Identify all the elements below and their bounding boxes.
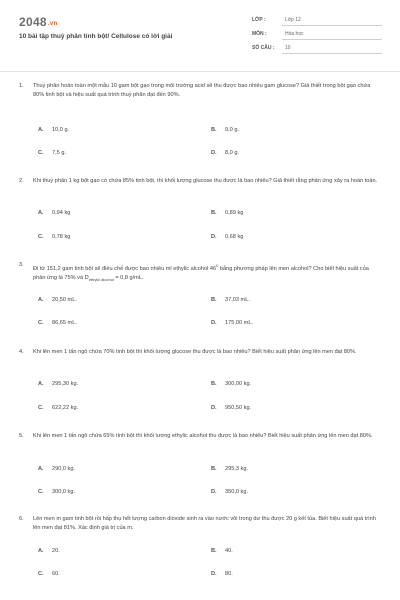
option-label: B.: [211, 297, 217, 303]
option-label: B.: [211, 548, 217, 554]
option-4a[interactable]: [38, 381, 78, 387]
option-value: 20.: [52, 548, 60, 554]
question-3: [19, 261, 381, 284]
option-5d[interactable]: [211, 489, 248, 495]
option-label: D.: [211, 320, 217, 326]
question-number: 4.: [19, 349, 24, 355]
option-label: B.: [211, 466, 217, 472]
option-label: C.: [38, 405, 44, 411]
option-6a[interactable]: [38, 548, 60, 554]
question-text-part: = 0,8 g/mL.: [113, 275, 144, 282]
logo-suffix: .vn: [47, 21, 58, 27]
option-4c[interactable]: [38, 405, 78, 411]
option-6b[interactable]: [211, 548, 233, 554]
option-label: D.: [211, 405, 217, 411]
option-label: A.: [38, 297, 44, 303]
question-number: 3.: [19, 262, 24, 268]
option-3a[interactable]: [38, 297, 77, 303]
question-1: [19, 82, 381, 100]
question-number: 2.: [19, 178, 24, 184]
option-label: B.: [211, 210, 217, 216]
question-6: [19, 515, 381, 533]
option-label: C.: [38, 234, 44, 240]
site-logo[interactable]: [19, 15, 57, 29]
meta-subject-label: MÔN :: [252, 31, 267, 37]
option-6c[interactable]: [38, 571, 60, 577]
option-value: 0,89 kg: [225, 210, 244, 216]
option-4d[interactable]: [211, 405, 251, 411]
meta-class-value: Lớp 12: [285, 17, 301, 23]
option-value: 295,30 kg.: [52, 381, 79, 387]
question-4: [19, 348, 381, 357]
question-text: Khi thuỷ phân 1 kg bột gạo có chứa 85% tinh bột, thì khối lượng glucose thu được là bao nhiêu? Giả thiết rằng phản ứng xảy ra hoàn toàn.: [33, 178, 378, 184]
option-2b[interactable]: [211, 210, 243, 216]
option-2c[interactable]: [38, 234, 70, 240]
question-text: [33, 261, 381, 284]
question-2: [19, 177, 381, 186]
option-2d[interactable]: [211, 234, 243, 240]
option-label: A.: [38, 381, 44, 387]
density-subscript: ethylic alcohol: [88, 277, 114, 283]
option-value: 290,0 kg.: [52, 466, 76, 472]
option-value: 0,68 kg: [225, 234, 244, 240]
question-text: Khi lên men 1 tấn ngô chứa 70% tinh bột thì khối lượng glucose thu được là bao nhiêu? Biết hiệu suất phản ứng lên men đạt 80%.: [33, 349, 357, 355]
option-value: 9,0 g.: [225, 127, 239, 133]
header-rule: [0, 71, 400, 72]
option-label: B.: [211, 127, 217, 133]
document-header: [0, 0, 400, 60]
option-value: 20,50 mL.: [52, 297, 77, 303]
option-value: 86,65 mL.: [52, 320, 77, 326]
question-number: 5.: [19, 433, 24, 439]
option-1a[interactable]: [38, 127, 69, 133]
option-value: 300,0 kg.: [52, 489, 76, 495]
meta-class-label: LỚP :: [252, 17, 266, 23]
option-value: 950,50 kg.: [225, 405, 252, 411]
question-text: Khi lên men 1 tấn ngô chứa 65% tinh bột thì khối lượng ethylic alcohol thu được là bao nhiêu? Biết hiệu suất phản ứng lên men đạt 80%.: [33, 433, 373, 439]
question-number: 1.: [19, 83, 24, 89]
option-1d[interactable]: [211, 150, 239, 156]
option-label: C.: [38, 320, 44, 326]
option-value: 295,3 kg.: [225, 466, 249, 472]
option-value: 350,0 kg.: [225, 489, 249, 495]
option-label: C.: [38, 571, 44, 577]
meta-subject-value: Hóa học: [285, 31, 304, 37]
option-value: 80.: [225, 571, 233, 577]
option-value: 300,00 kg.: [225, 381, 252, 387]
meta-divider: [282, 39, 382, 40]
meta-divider: [282, 25, 382, 26]
document-title: 10 bài tập thuỷ phân tinh bột/ Cellulose có lời giải: [19, 33, 173, 40]
option-3c[interactable]: [38, 320, 77, 326]
option-1b[interactable]: [211, 127, 239, 133]
option-label: A.: [38, 127, 44, 133]
option-3b[interactable]: [211, 297, 250, 303]
option-value: 0,78 kg: [52, 234, 71, 240]
option-4b[interactable]: [211, 381, 251, 387]
option-1c[interactable]: [38, 150, 66, 156]
option-value: 40.: [225, 548, 233, 554]
option-label: D.: [211, 489, 217, 495]
option-5b[interactable]: [211, 466, 248, 472]
option-value: 622,22 kg.: [52, 405, 79, 411]
option-value: 10,0 g.: [52, 127, 70, 133]
question-text-part: Đi từ 151,2 gam tinh bột sẽ điều chế được bao nhiêu ml ethylic alcohol 46: [33, 265, 217, 272]
option-label: D.: [211, 150, 217, 156]
meta-divider: [282, 53, 382, 54]
option-value: 60.: [52, 571, 60, 577]
option-label: B.: [211, 381, 217, 387]
meta-count-label: SỐ CÂU :: [252, 45, 275, 51]
logo-text: 2048: [19, 15, 47, 29]
option-5c[interactable]: [38, 489, 75, 495]
option-label: A.: [38, 466, 44, 472]
option-3d[interactable]: [211, 320, 253, 326]
question-text: Thuỷ phân hoàn toàn một mẫu 10 gam bột gạo trong môi trường acid sẽ thu được bao nhiêu gam glucose? Giả thiết trong bột gạo chứa 80% tinh bột và hiệu suất quá trình thuỷ phân đạt đến 90%.: [33, 83, 371, 99]
question-text-part: bằng phương pháp lên men alcohol? Cho biết hiệu suất của phản ứng là 75% và D: [33, 265, 369, 282]
option-6d[interactable]: [211, 571, 233, 577]
option-label: A.: [38, 548, 44, 554]
option-label: C.: [38, 489, 44, 495]
question-text: Lên men m gam tinh bột rồi hấp thụ hết lượng carbon dioxide sinh ra vào nước vôi trong dư thu được 20 g kết tủa. Biết hiệu suất quá trình lên men đạt 81%. Xác định giá trị của m.: [33, 516, 376, 532]
question-number: 6.: [19, 516, 24, 522]
meta-count-value: 10: [285, 45, 291, 51]
option-value: 8,0 g.: [225, 150, 239, 156]
option-label: D.: [211, 571, 217, 577]
option-label: D.: [211, 234, 217, 240]
option-value: 175,00 mL.: [225, 320, 253, 326]
degree-superscript: 0: [216, 263, 219, 268]
option-value: 0,94 kg: [52, 210, 71, 216]
option-value: 7,5 g.: [52, 150, 66, 156]
option-2a[interactable]: [38, 210, 70, 216]
option-label: A.: [38, 210, 44, 216]
option-value: 37,03 mL.: [225, 297, 250, 303]
question-5: [19, 432, 381, 441]
option-5a[interactable]: [38, 466, 75, 472]
option-label: C.: [38, 150, 44, 156]
